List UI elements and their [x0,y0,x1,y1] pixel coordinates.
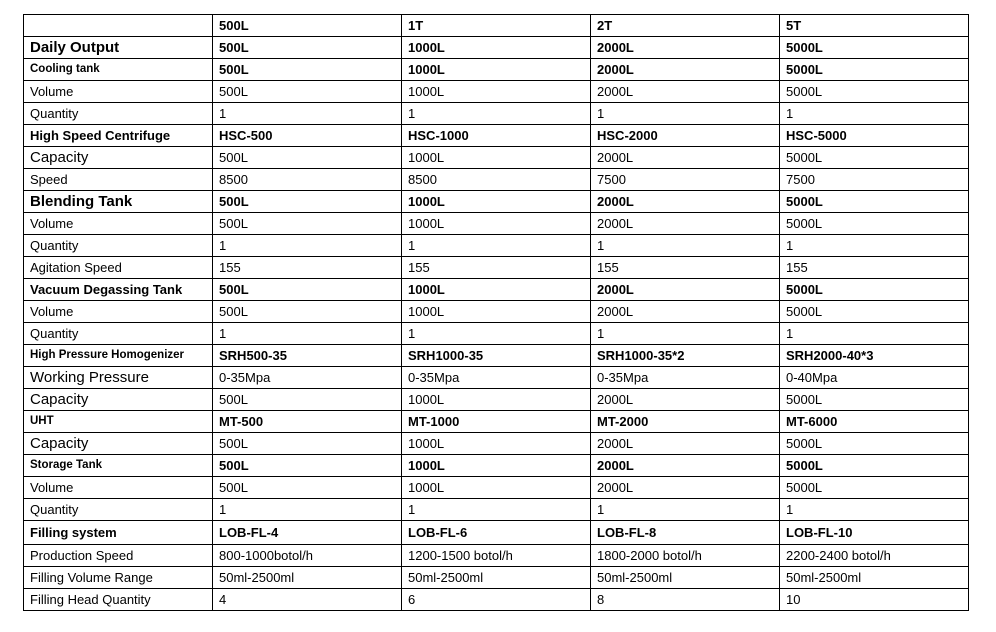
table-row [24,257,969,279]
value-cell: 2000L [591,389,780,411]
value-cell: 2000L [591,37,780,59]
value-cell: 2000L [591,477,780,499]
value-cell: 800-1000botol/h [213,545,402,567]
table-row [24,345,969,367]
row-label-cell: Volume [24,81,213,103]
row-label-cell: Capacity [24,433,213,455]
row-label-cell: Quantity [24,103,213,125]
value-cell: 155 [780,257,969,279]
value-cell: 2000L [591,433,780,455]
value-cell: 500L [213,477,402,499]
row-label-cell: Volume [24,213,213,235]
value-cell: 5000L [780,37,969,59]
value-cell: 5000L [780,191,969,213]
value-cell: LOB-FL-10 [780,521,969,545]
value-cell: 5000L [780,455,969,477]
table-row [24,323,969,345]
value-cell: MT-500 [213,411,402,433]
row-label-cell: Quantity [24,499,213,521]
value-cell: 50ml-2500ml [780,567,969,589]
header-capacity-cell: 500L [213,15,402,37]
row-label-cell: Production Speed [24,545,213,567]
row-label-cell: Cooling tank [24,59,213,81]
value-cell: 1000L [402,37,591,59]
table-row [24,433,969,455]
row-label-cell: Filling Head Quantity [24,589,213,611]
value-cell: 155 [213,257,402,279]
value-cell: 1 [213,323,402,345]
value-cell: 10 [780,589,969,611]
row-label-cell: Capacity [24,389,213,411]
value-cell: 8500 [402,169,591,191]
value-cell: SRH1000-35 [402,345,591,367]
value-cell: 50ml-2500ml [591,567,780,589]
value-cell: 1 [591,235,780,257]
table-row [24,411,969,433]
value-cell: 8500 [213,169,402,191]
value-cell: 2000L [591,59,780,81]
table-row [24,59,969,81]
table-row [24,455,969,477]
value-cell: 50ml-2500ml [402,567,591,589]
header-row [24,15,969,37]
table-row [24,81,969,103]
row-label-cell: Filling Volume Range [24,567,213,589]
row-label-cell: Agitation Speed [24,257,213,279]
row-label-cell: Volume [24,301,213,323]
row-label-cell: Storage Tank [24,455,213,477]
value-cell: 0-35Mpa [213,367,402,389]
value-cell: 5000L [780,433,969,455]
row-label-cell: Working Pressure [24,367,213,389]
value-cell: 500L [213,59,402,81]
value-cell: 6 [402,589,591,611]
row-label-cell: Blending Tank [24,191,213,213]
row-label-cell: Volume [24,477,213,499]
value-cell: 1 [780,235,969,257]
value-cell: 50ml-2500ml [213,567,402,589]
table-row [24,521,969,545]
value-cell: 1800-2000 botol/h [591,545,780,567]
header-capacity-cell: 2T [591,15,780,37]
value-cell: 500L [213,455,402,477]
table-row [24,367,969,389]
header-capacity-cell: 5T [780,15,969,37]
value-cell: 1000L [402,477,591,499]
row-label-cell: Capacity [24,147,213,169]
value-cell: 5000L [780,147,969,169]
value-cell: 500L [213,147,402,169]
value-cell: 1 [591,103,780,125]
value-cell: 5000L [780,389,969,411]
value-cell: 500L [213,37,402,59]
value-cell: 1000L [402,389,591,411]
value-cell: MT-2000 [591,411,780,433]
value-cell: 1 [213,103,402,125]
value-cell: 7500 [591,169,780,191]
value-cell: 7500 [780,169,969,191]
value-cell: 1 [780,103,969,125]
value-cell: 2000L [591,213,780,235]
value-cell: 1000L [402,433,591,455]
value-cell: 0-35Mpa [591,367,780,389]
value-cell: MT-1000 [402,411,591,433]
value-cell: 4 [213,589,402,611]
value-cell: 1 [402,323,591,345]
value-cell: 1 [591,323,780,345]
value-cell: 1000L [402,301,591,323]
row-label-cell: Quantity [24,235,213,257]
value-cell: HSC-1000 [402,125,591,147]
row-label-cell: Daily Output [24,37,213,59]
table-body [24,37,969,611]
value-cell: 500L [213,301,402,323]
value-cell: 5000L [780,81,969,103]
value-cell: 1000L [402,147,591,169]
table-row [24,37,969,59]
value-cell: 5000L [780,477,969,499]
value-cell: HSC-2000 [591,125,780,147]
value-cell: 1000L [402,455,591,477]
value-cell: 155 [402,257,591,279]
value-cell: 1000L [402,279,591,301]
value-cell: 2000L [591,81,780,103]
table-row [24,103,969,125]
value-cell: 5000L [780,301,969,323]
value-cell: SRH1000-35*2 [591,345,780,367]
row-label-cell: Vacuum Degassing Tank [24,279,213,301]
value-cell: 1 [402,103,591,125]
table-row [24,279,969,301]
value-cell: 1000L [402,191,591,213]
value-cell: 5000L [780,59,969,81]
value-cell: 500L [213,81,402,103]
value-cell: 1 [780,323,969,345]
row-label-cell: High Pressure Homogenizer [24,345,213,367]
value-cell: 500L [213,191,402,213]
value-cell: 155 [591,257,780,279]
value-cell: SRH500-35 [213,345,402,367]
value-cell: 1000L [402,213,591,235]
value-cell: HSC-500 [213,125,402,147]
row-label-cell: High Speed Centrifuge [24,125,213,147]
table-row [24,477,969,499]
value-cell: 500L [213,433,402,455]
value-cell: 1 [213,235,402,257]
value-cell: 500L [213,389,402,411]
value-cell: LOB-FL-8 [591,521,780,545]
value-cell: 1000L [402,59,591,81]
value-cell: 1 [780,499,969,521]
value-cell: HSC-5000 [780,125,969,147]
value-cell: 0-35Mpa [402,367,591,389]
row-label-cell: Quantity [24,323,213,345]
value-cell: 1 [402,235,591,257]
value-cell: 1 [591,499,780,521]
value-cell: MT-6000 [780,411,969,433]
row-label-cell: UHT [24,411,213,433]
value-cell: 2200-2400 botol/h [780,545,969,567]
table-row [24,545,969,567]
table-row [24,499,969,521]
value-cell: 2000L [591,279,780,301]
value-cell: LOB-FL-6 [402,521,591,545]
value-cell: 0-40Mpa [780,367,969,389]
value-cell: 500L [213,279,402,301]
table-row [24,213,969,235]
table-row [24,301,969,323]
value-cell: 1 [213,499,402,521]
header-corner-cell [24,15,213,37]
header-capacity-cell: 1T [402,15,591,37]
table-row [24,125,969,147]
value-cell: 5000L [780,213,969,235]
table-row [24,567,969,589]
value-cell: 1000L [402,81,591,103]
value-cell: 2000L [591,455,780,477]
table-row [24,191,969,213]
table-row [24,235,969,257]
value-cell: 1 [402,499,591,521]
table-row [24,389,969,411]
value-cell: 2000L [591,147,780,169]
table-row [24,169,969,191]
equipment-spec-table [23,14,969,611]
row-label-cell: Filling system [24,521,213,545]
table-row [24,589,969,611]
value-cell: 2000L [591,191,780,213]
value-cell: SRH2000-40*3 [780,345,969,367]
value-cell: 2000L [591,301,780,323]
value-cell: 8 [591,589,780,611]
table-header [24,15,969,37]
table-row [24,147,969,169]
row-label-cell: Speed [24,169,213,191]
value-cell: LOB-FL-4 [213,521,402,545]
value-cell: 500L [213,213,402,235]
value-cell: 1200-1500 botol/h [402,545,591,567]
value-cell: 5000L [780,279,969,301]
